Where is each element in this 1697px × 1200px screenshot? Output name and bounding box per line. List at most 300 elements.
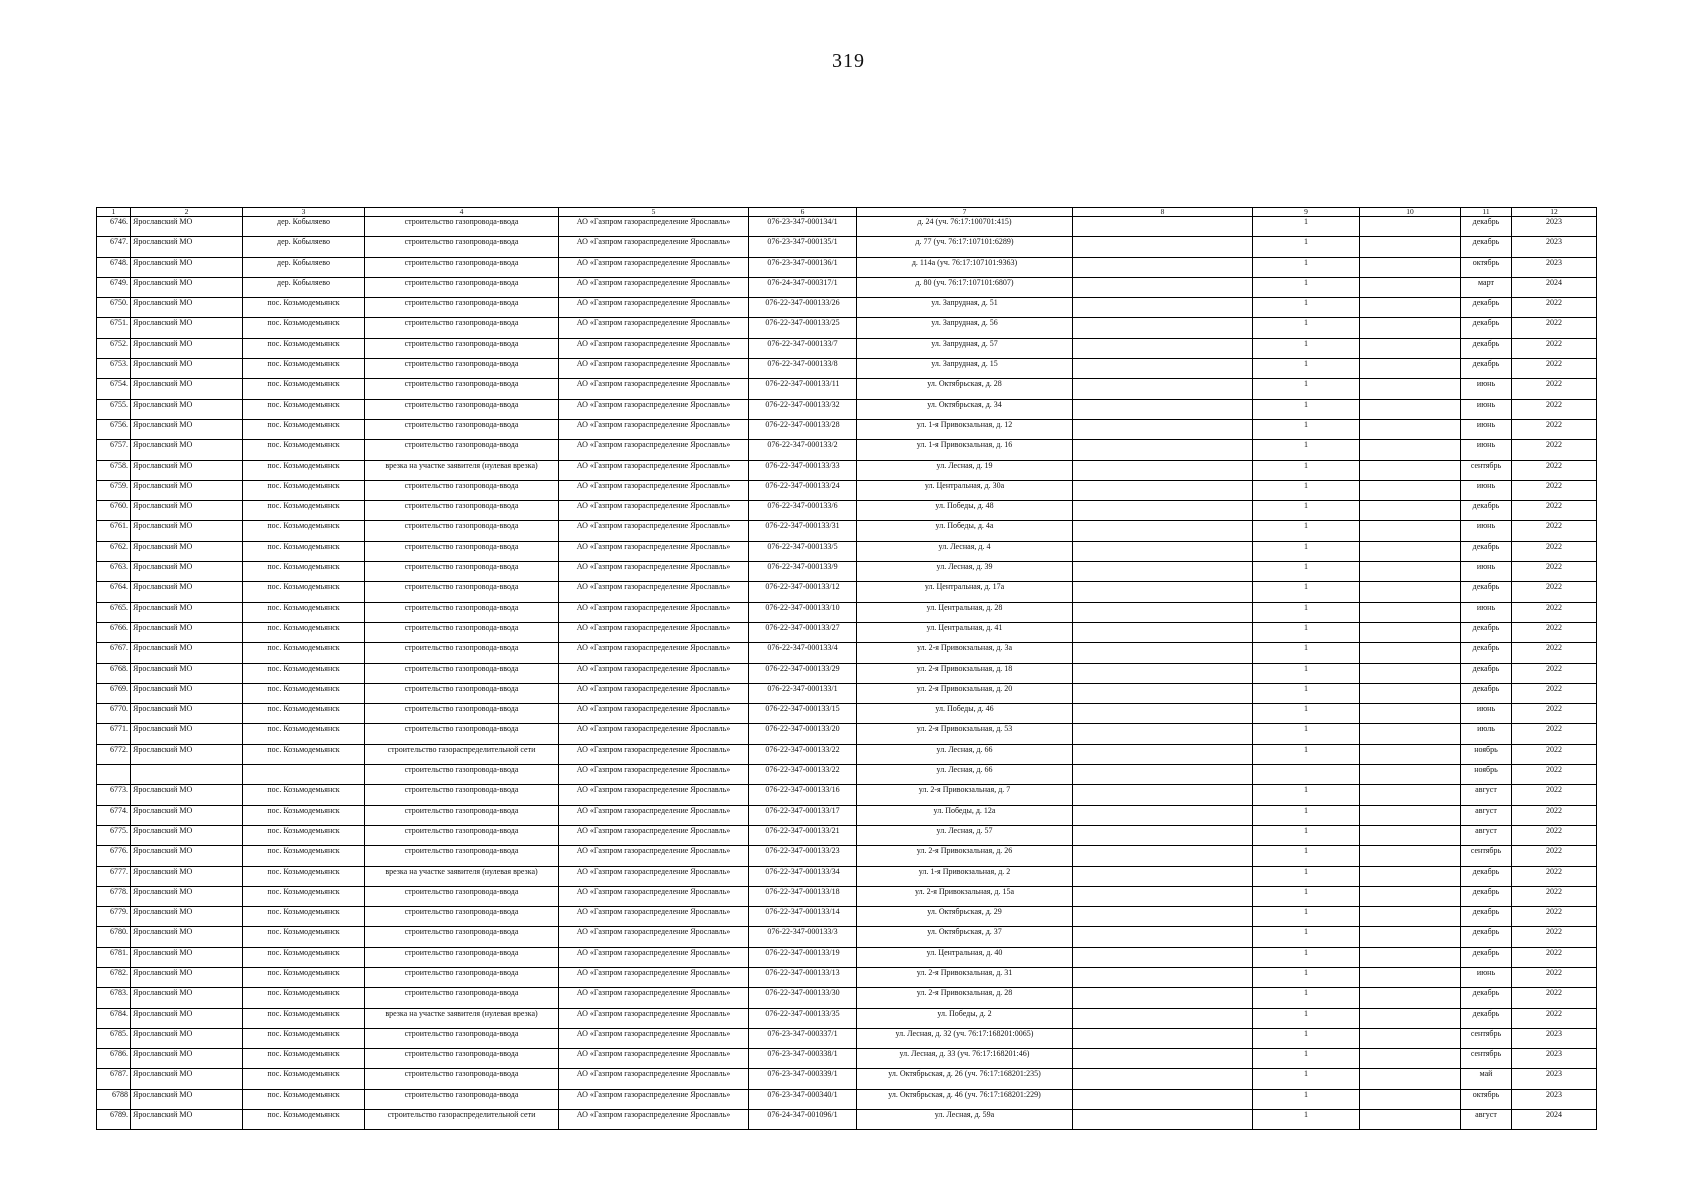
work-type-cell: строительство газопровода-ввода — [365, 501, 559, 521]
municipality-cell: Ярославский МО — [131, 359, 243, 379]
application-code-cell: 076-22-347-000133/16 — [749, 785, 857, 805]
count-cell: 1 — [1253, 582, 1360, 602]
year-cell: 2023 — [1512, 217, 1597, 237]
count-cell: 1 — [1253, 562, 1360, 582]
municipality-cell: Ярославский МО — [131, 379, 243, 399]
work-type-cell: строительство газопровода-ввода — [365, 338, 559, 358]
locality-cell: пос. Козьмодемьянск — [243, 1028, 365, 1048]
column-10-cell — [1360, 785, 1461, 805]
month-cell: июнь — [1461, 562, 1512, 582]
address-cell: ул. Лесная, д. 32 (уч. 76:17:168201:0065) — [857, 1028, 1073, 1048]
municipality-cell: Ярославский МО — [131, 419, 243, 439]
application-code-cell: 076-22-347-000133/28 — [749, 419, 857, 439]
table-row — [97, 257, 1597, 277]
month-cell: декабрь — [1461, 501, 1512, 521]
application-code-cell: 076-24-347-000317/1 — [749, 277, 857, 297]
application-code-cell: 076-23-347-000338/1 — [749, 1049, 857, 1069]
column-8-cell — [1073, 1110, 1253, 1130]
column-10-cell — [1360, 419, 1461, 439]
row-number: 6755. — [97, 399, 131, 419]
address-cell: ул. 2-я Привокзальная, д. 31 — [857, 967, 1073, 987]
locality-cell: дер. Кобыляево — [243, 217, 365, 237]
table-row — [97, 886, 1597, 906]
table-row — [97, 947, 1597, 967]
application-code-cell: 076-22-347-000133/33 — [749, 460, 857, 480]
organization-cell: АО «Газпром газораспределение Ярославль» — [559, 1069, 749, 1089]
count-cell: 1 — [1253, 338, 1360, 358]
column-10-cell — [1360, 988, 1461, 1008]
year-cell: 2022 — [1512, 663, 1597, 683]
address-cell: ул. Победы, д. 4а — [857, 521, 1073, 541]
locality-cell: пос. Козьмодемьянск — [243, 1008, 365, 1028]
column-8-cell — [1073, 318, 1253, 338]
address-cell: д. 114а (уч. 76:17:107101:9363) — [857, 257, 1073, 277]
row-number: 6787. — [97, 1069, 131, 1089]
month-cell: декабрь — [1461, 886, 1512, 906]
work-type-cell: строительство газопровода-ввода — [365, 399, 559, 419]
column-10-cell — [1360, 318, 1461, 338]
address-cell: ул. Центральная, д. 17а — [857, 582, 1073, 602]
row-number: 6771. — [97, 724, 131, 744]
organization-cell: АО «Газпром газораспределение Ярославль» — [559, 501, 749, 521]
column-10-cell — [1360, 237, 1461, 257]
year-cell: 2022 — [1512, 318, 1597, 338]
month-cell: декабрь — [1461, 907, 1512, 927]
column-10-cell — [1360, 480, 1461, 500]
organization-cell: АО «Газпром газораспределение Ярославль» — [559, 704, 749, 724]
table-row — [97, 724, 1597, 744]
year-cell: 2022 — [1512, 683, 1597, 703]
column-10-cell — [1360, 744, 1461, 764]
work-type-cell: строительство газопровода-ввода — [365, 277, 559, 297]
year-cell: 2023 — [1512, 1069, 1597, 1089]
year-cell: 2022 — [1512, 541, 1597, 561]
month-cell: ноябрь — [1461, 765, 1512, 785]
locality-cell: пос. Козьмодемьянск — [243, 419, 365, 439]
count-cell: 1 — [1253, 683, 1360, 703]
application-code-cell: 076-22-347-000133/8 — [749, 359, 857, 379]
locality-cell: пос. Козьмодемьянск — [243, 1049, 365, 1069]
month-cell: июнь — [1461, 704, 1512, 724]
municipality-cell: Ярославский МО — [131, 663, 243, 683]
organization-cell: АО «Газпром газораспределение Ярославль» — [559, 622, 749, 642]
organization-cell: АО «Газпром газораспределение Ярославль» — [559, 825, 749, 845]
count-cell: 1 — [1253, 257, 1360, 277]
organization-cell: АО «Газпром газораспределение Ярославль» — [559, 927, 749, 947]
column-10-cell — [1360, 1008, 1461, 1028]
month-cell: декабрь — [1461, 683, 1512, 703]
table-row — [97, 1089, 1597, 1109]
year-cell: 2022 — [1512, 846, 1597, 866]
municipality-cell: Ярославский МО — [131, 257, 243, 277]
locality-cell: пос. Козьмодемьянск — [243, 663, 365, 683]
work-type-cell: строительство газопровода-ввода — [365, 480, 559, 500]
column-8-cell — [1073, 480, 1253, 500]
address-cell: ул. 1-я Привокзальная, д. 2 — [857, 866, 1073, 886]
table-row — [97, 988, 1597, 1008]
address-cell: ул. Лесная, д. 19 — [857, 460, 1073, 480]
column-number-8: 8 — [1073, 208, 1253, 217]
municipality-cell: Ярославский МО — [131, 582, 243, 602]
locality-cell: пос. Козьмодемьянск — [243, 359, 365, 379]
work-type-cell: строительство газопровода-ввода — [365, 886, 559, 906]
month-cell: декабрь — [1461, 988, 1512, 1008]
locality-cell: пос. Козьмодемьянск — [243, 643, 365, 663]
year-cell: 2022 — [1512, 704, 1597, 724]
column-number-6: 6 — [749, 208, 857, 217]
locality-cell: пос. Козьмодемьянск — [243, 399, 365, 419]
count-cell: 1 — [1253, 460, 1360, 480]
column-10-cell — [1360, 582, 1461, 602]
organization-cell: АО «Газпром газораспределение Ярославль» — [559, 1049, 749, 1069]
municipality-cell: Ярославский МО — [131, 521, 243, 541]
count-cell: 1 — [1253, 480, 1360, 500]
table-row — [97, 440, 1597, 460]
locality-cell: пос. Козьмодемьянск — [243, 622, 365, 642]
locality-cell: пос. Козьмодемьянск — [243, 1110, 365, 1130]
table-row — [97, 217, 1597, 237]
work-type-cell: строительство газопровода-ввода — [365, 988, 559, 1008]
column-8-cell — [1073, 886, 1253, 906]
work-type-cell: строительство газопровода-ввода — [365, 947, 559, 967]
year-cell: 2024 — [1512, 277, 1597, 297]
table-row — [97, 927, 1597, 947]
work-type-cell: строительство газопровода-ввода — [365, 683, 559, 703]
locality-cell: пос. Козьмодемьянск — [243, 866, 365, 886]
work-type-cell: строительство газопровода-ввода — [365, 237, 559, 257]
column-10-cell — [1360, 866, 1461, 886]
address-cell: ул. Лесная, д. 59а — [857, 1110, 1073, 1130]
column-10-cell — [1360, 1069, 1461, 1089]
column-10-cell — [1360, 704, 1461, 724]
locality-cell: пос. Козьмодемьянск — [243, 521, 365, 541]
year-cell: 2023 — [1512, 257, 1597, 277]
column-8-cell — [1073, 521, 1253, 541]
application-code-cell: 076-22-347-000133/18 — [749, 886, 857, 906]
year-cell: 2022 — [1512, 927, 1597, 947]
column-8-cell — [1073, 298, 1253, 318]
application-code-cell: 076-22-347-000133/25 — [749, 318, 857, 338]
count-cell: 1 — [1253, 501, 1360, 521]
address-cell: ул. 2-я Привокзальная, д. 53 — [857, 724, 1073, 744]
row-number: 6759. — [97, 480, 131, 500]
application-code-cell: 076-22-347-000133/1 — [749, 683, 857, 703]
municipality-cell: Ярославский МО — [131, 399, 243, 419]
row-number: 6753. — [97, 359, 131, 379]
application-code-cell: 076-23-347-000339/1 — [749, 1069, 857, 1089]
table-row — [97, 744, 1597, 764]
column-10-cell — [1360, 765, 1461, 785]
year-cell: 2024 — [1512, 1110, 1597, 1130]
row-number: 6765. — [97, 602, 131, 622]
application-code-cell: 076-22-347-000133/23 — [749, 846, 857, 866]
year-cell: 2022 — [1512, 359, 1597, 379]
month-cell: декабрь — [1461, 338, 1512, 358]
address-cell: ул. Октябрьская, д. 46 (уч. 76:17:168201:229) — [857, 1089, 1073, 1109]
organization-cell: АО «Газпром газораспределение Ярославль» — [559, 257, 749, 277]
row-number: 6781. — [97, 947, 131, 967]
organization-cell: АО «Газпром газораспределение Ярославль» — [559, 907, 749, 927]
year-cell: 2022 — [1512, 1008, 1597, 1028]
application-code-cell: 076-23-347-000135/1 — [749, 237, 857, 257]
organization-cell: АО «Газпром газораспределение Ярославль» — [559, 419, 749, 439]
locality-cell: пос. Козьмодемьянск — [243, 825, 365, 845]
column-8-cell — [1073, 1028, 1253, 1048]
row-number: 6750. — [97, 298, 131, 318]
municipality-cell: Ярославский МО — [131, 318, 243, 338]
row-number: 6766. — [97, 622, 131, 642]
row-number: 6752. — [97, 338, 131, 358]
month-cell: декабрь — [1461, 541, 1512, 561]
municipality-cell: Ярославский МО — [131, 825, 243, 845]
organization-cell: АО «Газпром газораспределение Ярославль» — [559, 582, 749, 602]
municipality-cell: Ярославский МО — [131, 988, 243, 1008]
municipality-cell: Ярославский МО — [131, 217, 243, 237]
locality-cell: пос. Козьмодемьянск — [243, 562, 365, 582]
row-number: 6746. — [97, 217, 131, 237]
column-10-cell — [1360, 683, 1461, 703]
year-cell: 2022 — [1512, 866, 1597, 886]
count-cell: 1 — [1253, 1069, 1360, 1089]
work-type-cell: строительство газораспределительной сети — [365, 744, 559, 764]
organization-cell: АО «Газпром газораспределение Ярославль» — [559, 1089, 749, 1109]
organization-cell: АО «Газпром газораспределение Ярославль» — [559, 744, 749, 764]
page-number: 319 — [832, 50, 865, 72]
municipality-cell: Ярославский МО — [131, 460, 243, 480]
municipality-cell: Ярославский МО — [131, 1008, 243, 1028]
application-code-cell: 076-22-347-000133/20 — [749, 724, 857, 744]
organization-cell: АО «Газпром газораспределение Ярославль» — [559, 602, 749, 622]
application-code-cell: 076-22-347-000133/5 — [749, 541, 857, 561]
address-cell: ул. Лесная, д. 57 — [857, 825, 1073, 845]
address-cell: ул. Победы, д. 48 — [857, 501, 1073, 521]
column-8-cell — [1073, 683, 1253, 703]
table-row — [97, 846, 1597, 866]
column-8-cell — [1073, 602, 1253, 622]
month-cell: октябрь — [1461, 1089, 1512, 1109]
column-8-cell — [1073, 765, 1253, 785]
column-8-cell — [1073, 1069, 1253, 1089]
municipality-cell: Ярославский МО — [131, 805, 243, 825]
municipality-cell: Ярославский МО — [131, 298, 243, 318]
column-10-cell — [1360, 440, 1461, 460]
column-number-12: 12 — [1512, 208, 1597, 217]
row-number: 6767. — [97, 643, 131, 663]
row-number: 6754. — [97, 379, 131, 399]
work-type-cell: строительство газопровода-ввода — [365, 1028, 559, 1048]
address-cell: ул. Лесная, д. 66 — [857, 765, 1073, 785]
work-type-cell: строительство газопровода-ввода — [365, 663, 559, 683]
column-10-cell — [1360, 825, 1461, 845]
locality-cell: пос. Козьмодемьянск — [243, 460, 365, 480]
application-code-cell: 076-22-347-000133/9 — [749, 562, 857, 582]
year-cell: 2022 — [1512, 379, 1597, 399]
locality-cell: пос. Козьмодемьянск — [243, 988, 365, 1008]
table-row — [97, 501, 1597, 521]
organization-cell: АО «Газпром газораспределение Ярославль» — [559, 947, 749, 967]
count-cell: 1 — [1253, 622, 1360, 642]
year-cell: 2023 — [1512, 1089, 1597, 1109]
column-10-cell — [1360, 1028, 1461, 1048]
month-cell: октябрь — [1461, 257, 1512, 277]
column-8-cell — [1073, 846, 1253, 866]
table-row — [97, 785, 1597, 805]
address-cell: д. 80 (уч. 76:17:107101:6807) — [857, 277, 1073, 297]
column-10-cell — [1360, 663, 1461, 683]
column-10-cell — [1360, 338, 1461, 358]
work-type-cell: строительство газопровода-ввода — [365, 927, 559, 947]
municipality-cell: Ярославский МО — [131, 622, 243, 642]
month-cell: август — [1461, 1110, 1512, 1130]
year-cell: 2022 — [1512, 602, 1597, 622]
count-cell: 1 — [1253, 541, 1360, 561]
column-8-cell — [1073, 947, 1253, 967]
month-cell: август — [1461, 805, 1512, 825]
month-cell: май — [1461, 1069, 1512, 1089]
organization-cell: АО «Газпром газораспределение Ярославль» — [559, 866, 749, 886]
row-number: 6748. — [97, 257, 131, 277]
work-type-cell: строительство газопровода-ввода — [365, 379, 559, 399]
municipality-cell: Ярославский МО — [131, 1028, 243, 1048]
row-number: 6778. — [97, 886, 131, 906]
organization-cell: АО «Газпром газораспределение Ярославль» — [559, 765, 749, 785]
application-code-cell: 076-22-347-000133/24 — [749, 480, 857, 500]
municipality-cell: Ярославский МО — [131, 846, 243, 866]
address-cell: ул. Победы, д. 2 — [857, 1008, 1073, 1028]
municipality-cell: Ярославский МО — [131, 1049, 243, 1069]
municipality-cell: Ярославский МО — [131, 1110, 243, 1130]
column-10-cell — [1360, 1110, 1461, 1130]
column-number-row — [97, 208, 1597, 217]
row-number: 6785. — [97, 1028, 131, 1048]
row-number — [97, 765, 131, 785]
application-code-cell: 076-22-347-000133/19 — [749, 947, 857, 967]
month-cell: июнь — [1461, 399, 1512, 419]
address-cell: ул. 2-я Привокзальная, д. 20 — [857, 683, 1073, 703]
count-cell: 1 — [1253, 825, 1360, 845]
year-cell: 2022 — [1512, 460, 1597, 480]
column-8-cell — [1073, 338, 1253, 358]
count-cell: 1 — [1253, 907, 1360, 927]
year-cell: 2022 — [1512, 622, 1597, 642]
address-cell: ул. Лесная, д. 39 — [857, 562, 1073, 582]
month-cell: июль — [1461, 724, 1512, 744]
month-cell: март — [1461, 277, 1512, 297]
application-code-cell: 076-22-347-000133/17 — [749, 805, 857, 825]
month-cell: сентябрь — [1461, 460, 1512, 480]
work-type-cell: строительство газопровода-ввода — [365, 217, 559, 237]
column-8-cell — [1073, 866, 1253, 886]
organization-cell: АО «Газпром газораспределение Ярославль» — [559, 541, 749, 561]
address-cell: ул. Запрудная, д. 56 — [857, 318, 1073, 338]
year-cell: 2022 — [1512, 298, 1597, 318]
table-row — [97, 704, 1597, 724]
column-8-cell — [1073, 399, 1253, 419]
work-type-cell: строительство газопровода-ввода — [365, 440, 559, 460]
municipality-cell: Ярославский МО — [131, 724, 243, 744]
organization-cell: АО «Газпром газораспределение Ярославль» — [559, 338, 749, 358]
year-cell: 2022 — [1512, 521, 1597, 541]
column-10-cell — [1360, 1049, 1461, 1069]
organization-cell: АО «Газпром газораспределение Ярославль» — [559, 440, 749, 460]
address-cell: ул. Запрудная, д. 15 — [857, 359, 1073, 379]
table-row — [97, 480, 1597, 500]
municipality-cell: Ярославский МО — [131, 643, 243, 663]
count-cell: 1 — [1253, 298, 1360, 318]
table-row — [97, 521, 1597, 541]
column-8-cell — [1073, 217, 1253, 237]
month-cell: сентябрь — [1461, 1049, 1512, 1069]
application-code-cell: 076-22-347-000133/35 — [749, 1008, 857, 1028]
year-cell: 2022 — [1512, 480, 1597, 500]
column-8-cell — [1073, 257, 1253, 277]
row-number: 6788 — [97, 1089, 131, 1109]
application-code-cell: 076-22-347-000133/13 — [749, 967, 857, 987]
month-cell: декабрь — [1461, 1008, 1512, 1028]
organization-cell: АО «Газпром газораспределение Ярославль» — [559, 562, 749, 582]
column-number-3: 3 — [243, 208, 365, 217]
year-cell: 2022 — [1512, 501, 1597, 521]
municipality-cell: Ярославский МО — [131, 683, 243, 703]
count-cell: 1 — [1253, 602, 1360, 622]
column-8-cell — [1073, 927, 1253, 947]
count-cell: 1 — [1253, 724, 1360, 744]
column-8-cell — [1073, 1008, 1253, 1028]
locality-cell: пос. Козьмодемьянск — [243, 886, 365, 906]
count-cell: 1 — [1253, 1008, 1360, 1028]
year-cell: 2022 — [1512, 338, 1597, 358]
month-cell: сентябрь — [1461, 1028, 1512, 1048]
table-row — [97, 907, 1597, 927]
work-type-cell: строительство газопровода-ввода — [365, 1049, 559, 1069]
row-number: 6775. — [97, 825, 131, 845]
registry-body — [97, 217, 1597, 1130]
column-number-10: 10 — [1360, 208, 1461, 217]
month-cell: август — [1461, 825, 1512, 845]
count-cell: 1 — [1253, 419, 1360, 439]
application-code-cell: 076-22-347-000133/14 — [749, 907, 857, 927]
column-8-cell — [1073, 907, 1253, 927]
column-10-cell — [1360, 399, 1461, 419]
application-code-cell: 076-22-347-000133/2 — [749, 440, 857, 460]
locality-cell: пос. Козьмодемьянск — [243, 704, 365, 724]
column-10-cell — [1360, 501, 1461, 521]
locality-cell: пос. Козьмодемьянск — [243, 846, 365, 866]
municipality-cell: Ярославский МО — [131, 785, 243, 805]
count-cell: 1 — [1253, 277, 1360, 297]
count-cell: 1 — [1253, 1028, 1360, 1048]
organization-cell: АО «Газпром газораспределение Ярославль» — [559, 1028, 749, 1048]
column-10-cell — [1360, 460, 1461, 480]
table-row — [97, 298, 1597, 318]
column-8-cell — [1073, 744, 1253, 764]
column-8-cell — [1073, 805, 1253, 825]
locality-cell: пос. Козьмодемьянск — [243, 602, 365, 622]
address-cell: ул. Центральная, д. 41 — [857, 622, 1073, 642]
work-type-cell: строительство газопровода-ввода — [365, 582, 559, 602]
column-10-cell — [1360, 562, 1461, 582]
work-type-cell: строительство газопровода-ввода — [365, 602, 559, 622]
locality-cell: пос. Козьмодемьянск — [243, 298, 365, 318]
count-cell: 1 — [1253, 379, 1360, 399]
count-cell: 1 — [1253, 785, 1360, 805]
year-cell: 2022 — [1512, 765, 1597, 785]
locality-cell: пос. Козьмодемьянск — [243, 338, 365, 358]
work-type-cell: строительство газопровода-ввода — [365, 704, 559, 724]
organization-cell: АО «Газпром газораспределение Ярославль» — [559, 663, 749, 683]
table-row — [97, 622, 1597, 642]
column-8-cell — [1073, 460, 1253, 480]
